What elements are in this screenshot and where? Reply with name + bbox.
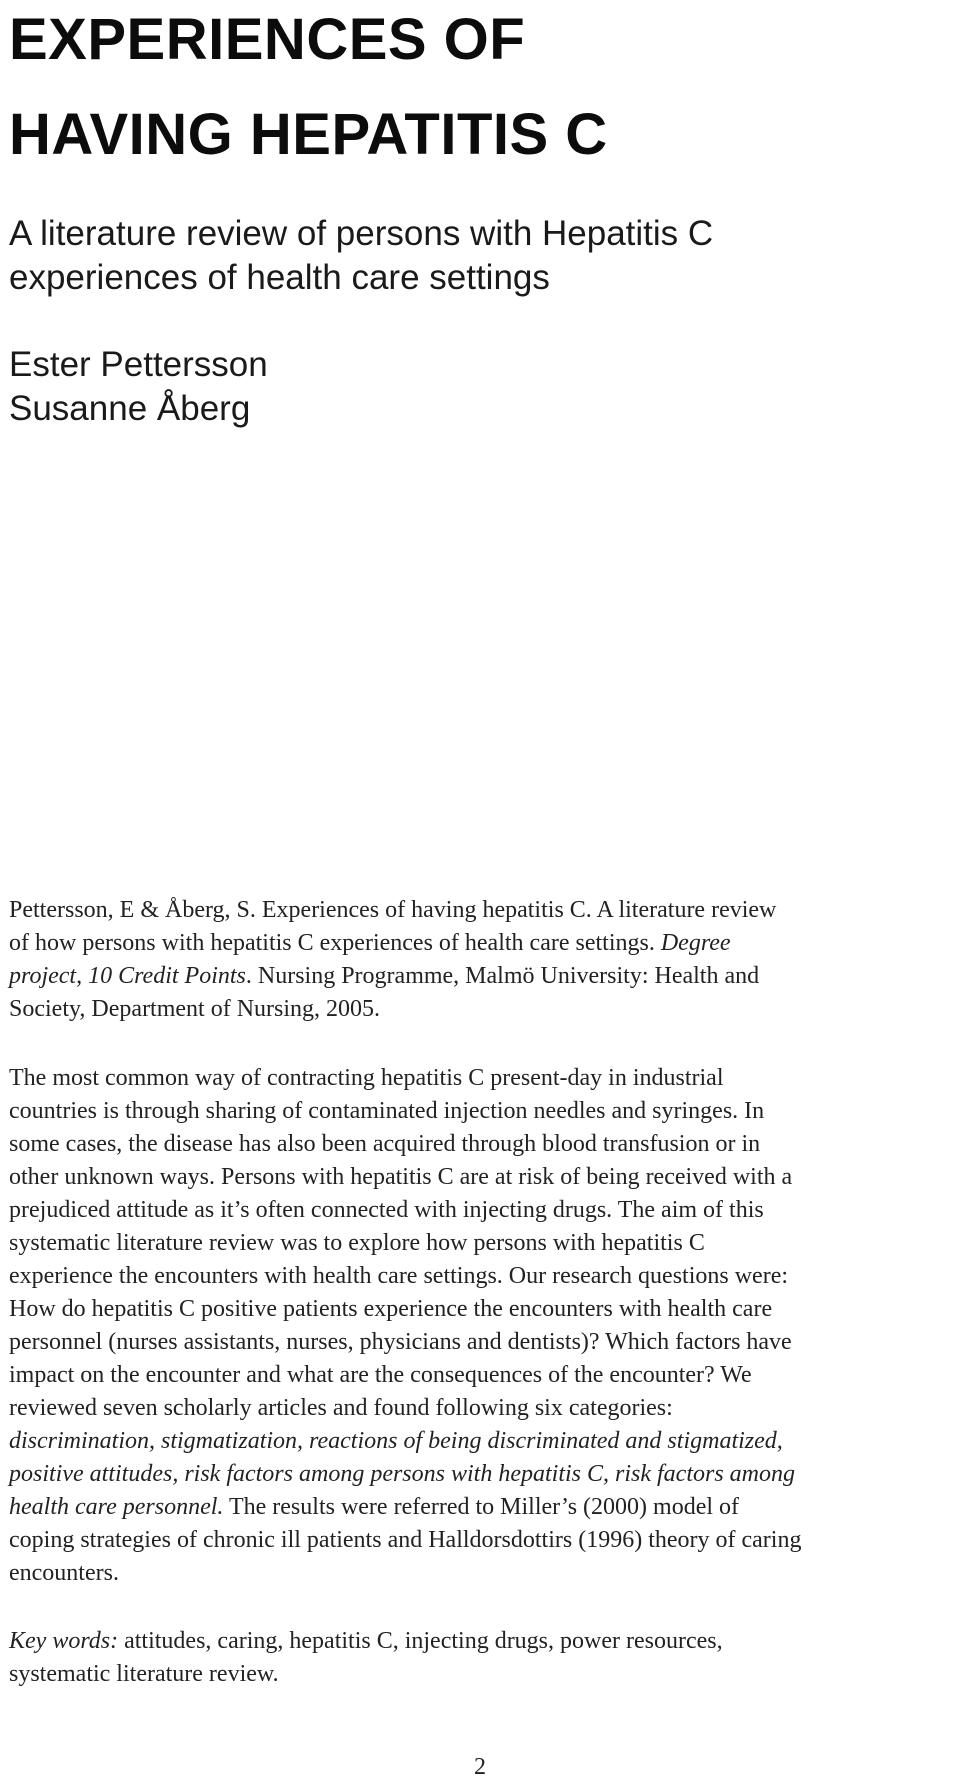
abstract-line: The most common way of contracting hepatitis C present-day in industrial bbox=[9, 1065, 724, 1091]
citation-line: Society, Department of Nursing, 2005. bbox=[9, 996, 381, 1022]
abstract-italic-text: discrimination, stigmatization, reactions of being discriminated and stigmatized, bbox=[9, 1428, 783, 1454]
abstract-line: some cases, the disease has also been acquired through blood transfusion or in bbox=[9, 1131, 761, 1157]
subtitle-line-1: A literature review of persons with Hepatitis C bbox=[9, 214, 714, 253]
abstract-line: health care personnel. The results were referred to Miller’s (2000) model of bbox=[9, 1494, 740, 1520]
abstract-line: How do hepatitis C positive patients experience the encounters with health care bbox=[9, 1296, 773, 1322]
citation-line: of how persons with hepatitis C experiences of health care settings. Degree bbox=[9, 930, 731, 956]
citation-line: project, 10 Credit Points. Nursing Programme, Malmö University: Health and bbox=[9, 963, 760, 989]
author-list bbox=[9, 343, 949, 431]
author-name: Ester Pettersson bbox=[9, 345, 268, 384]
abstract-line: encounters. bbox=[9, 1560, 119, 1586]
abstract-line: other unknown ways. Persons with hepatitis C are at risk of being received with a bbox=[9, 1164, 793, 1190]
abstract-line: coping strategies of chronic ill patients and Halldorsdottirs (1996) theory of caring bbox=[9, 1527, 802, 1553]
keywords-paragraph bbox=[9, 1625, 960, 1691]
page-number: 2 bbox=[474, 1754, 486, 1780]
keywords-line: Key words: attitudes, caring, hepatitis C, injecting drugs, power resources, bbox=[9, 1628, 723, 1654]
citation-paragraph bbox=[9, 894, 960, 1026]
citation-line: Pettersson, E & Åberg, S. Experiences of having hepatitis C. A literature review bbox=[9, 897, 777, 923]
abstract-paragraph bbox=[9, 1062, 960, 1590]
abstract-line: prejudiced attitude as it’s often connected with injecting drugs. The aim of this bbox=[9, 1197, 764, 1223]
title-line-2: HAVING HEPATITIS C bbox=[9, 102, 608, 167]
author-name: Susanne Åberg bbox=[9, 389, 251, 428]
citation-italic-text: project, 10 Credit Points bbox=[9, 963, 246, 989]
document-title bbox=[9, 0, 949, 182]
abstract-line bbox=[9, 1425, 960, 1458]
abstract-line: personnel (nurses assistants, nurses, physicians and dentists)? Which factors have bbox=[9, 1329, 792, 1355]
keywords-line: systematic literature review. bbox=[9, 1661, 279, 1687]
abstract-line: reviewed seven scholarly articles and found following six categories: bbox=[9, 1395, 673, 1421]
abstract-line: systematic literature review was to explore how persons with hepatitis C bbox=[9, 1230, 705, 1256]
document-subtitle bbox=[9, 212, 949, 300]
subtitle-line-2: experiences of health care settings bbox=[9, 258, 550, 297]
keywords-label: Key words: bbox=[9, 1628, 119, 1654]
abstract-italic-text: positive attitudes, risk factors among persons with hepatitis C, risk factors among bbox=[9, 1461, 795, 1487]
abstract-line bbox=[9, 1458, 960, 1491]
abstract-line: countries is through sharing of contaminated injection needles and syringes. In bbox=[9, 1098, 765, 1124]
abstract-italic-text: health care personnel. bbox=[9, 1494, 224, 1520]
abstract-line: experience the encounters with health care settings. Our research questions were: bbox=[9, 1263, 789, 1289]
abstract-line: impact on the encounter and what are the consequences of the encounter? We bbox=[9, 1362, 752, 1388]
citation-italic-text: Degree bbox=[660, 930, 731, 956]
title-line-1: EXPERIENCES OF bbox=[9, 7, 526, 72]
